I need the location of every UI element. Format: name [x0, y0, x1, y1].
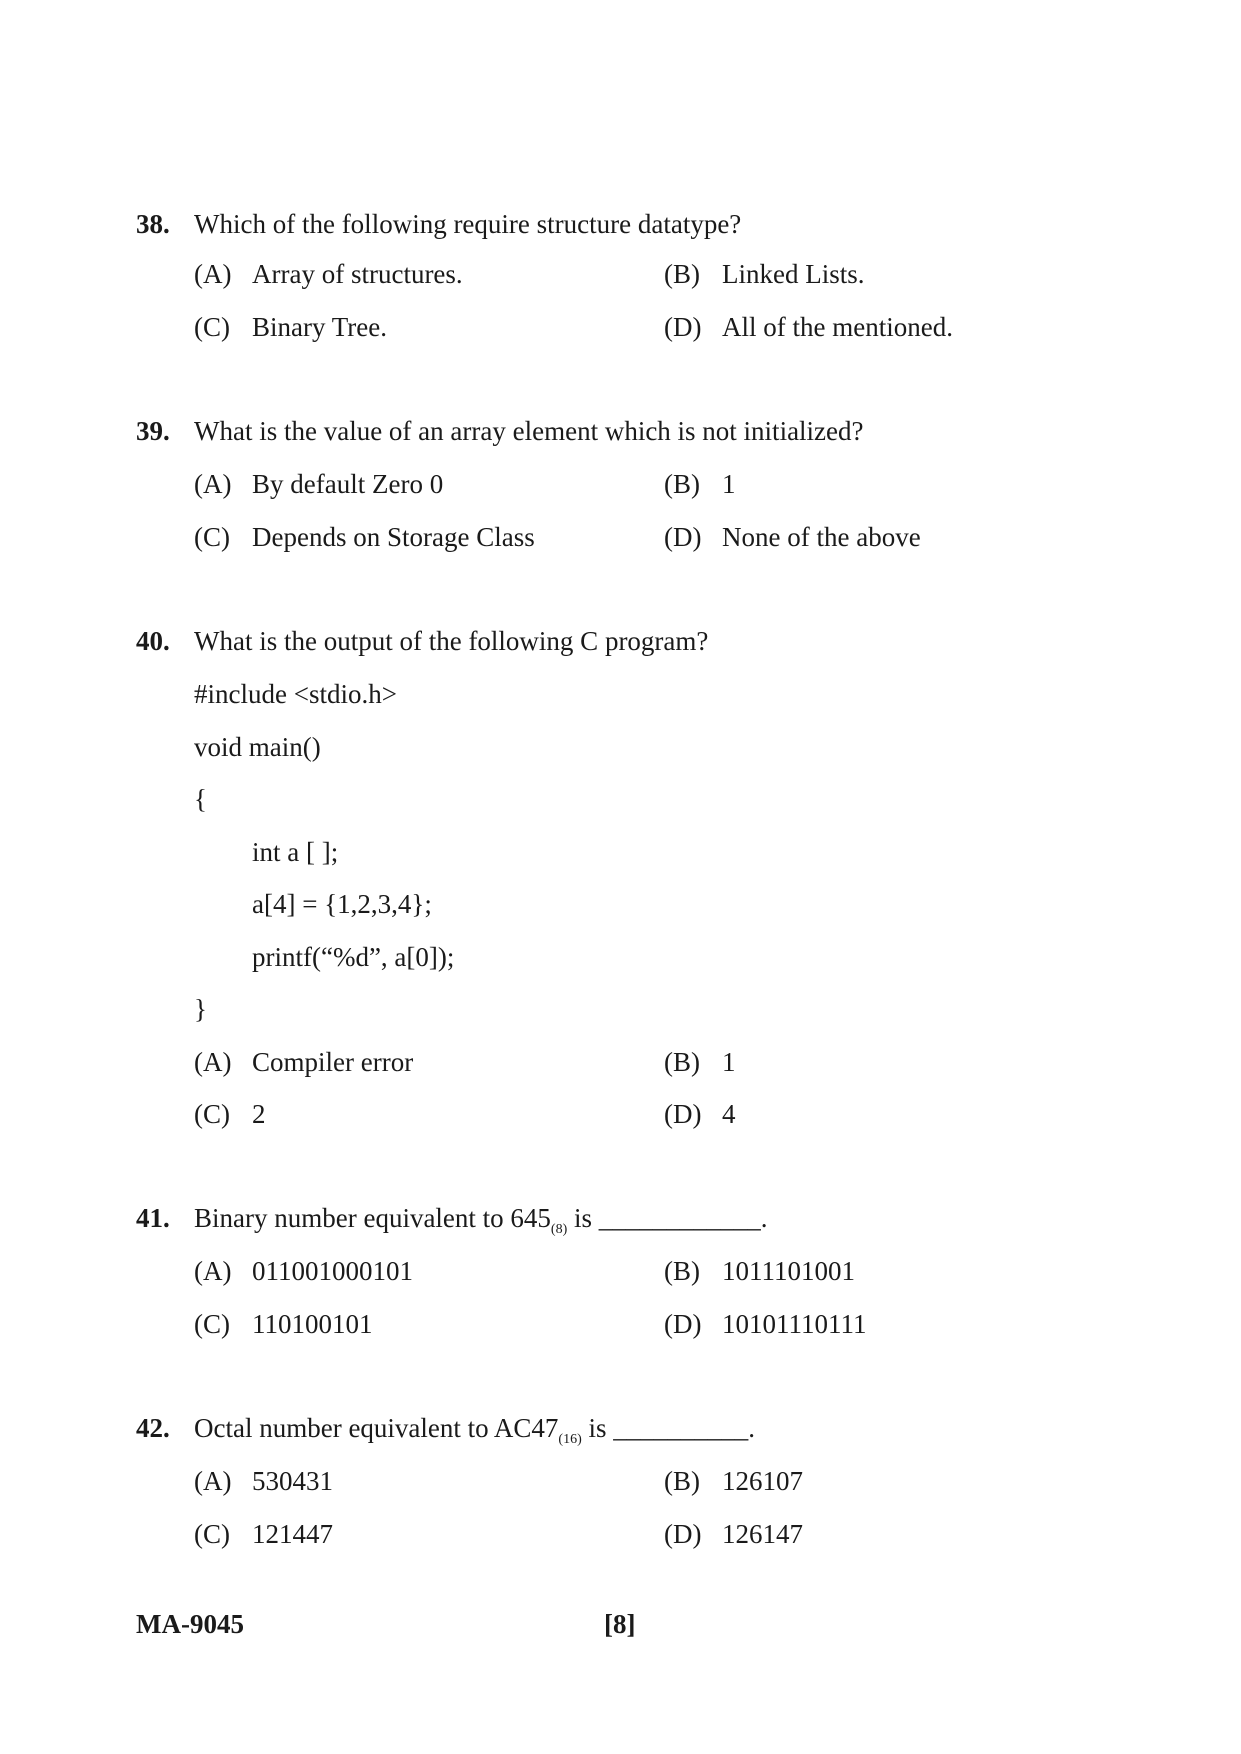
code-line: void main() — [194, 732, 321, 762]
question-text: Octal number equivalent to $AC47_{(16)}$ is __________. — [194, 1413, 756, 1447]
option-38-c[interactable]: (C) Binary Tree. — [194, 312, 387, 342]
question-number: 39. — [136, 416, 170, 446]
option-39-b[interactable]: (B) 1 — [664, 469, 736, 499]
option-40-c[interactable]: (C) 2 — [194, 1099, 266, 1129]
code-line: a[4] = {1,2,3,4}; — [252, 889, 432, 919]
option-38-a[interactable]: (A) Array of structures. — [194, 259, 463, 289]
option-41-d[interactable]: (D) 10101110111 — [664, 1309, 867, 1339]
base-subscript: (16) — [558, 1432, 582, 1447]
option-38-b[interactable]: (B) Linked Lists. — [664, 259, 865, 289]
question-text: What is the output of the following C program? — [194, 626, 709, 656]
question-number: 41. — [136, 1203, 170, 1233]
code-line: int a [ ]; — [252, 837, 339, 867]
option-39-c[interactable]: (C) Depends on Storage Class — [194, 522, 535, 552]
option-42-b[interactable]: (B) 126107 — [664, 1466, 803, 1496]
code-line: } — [194, 994, 207, 1024]
code-line: { — [194, 784, 207, 814]
option-39-a[interactable]: (A) By default Zero 0 — [194, 469, 444, 499]
option-40-a[interactable]: (A) Compiler error — [194, 1047, 414, 1077]
option-39-d[interactable]: (D) None of the above — [664, 522, 921, 552]
option-41-c[interactable]: (C) 110100101 — [194, 1309, 373, 1339]
question-number: 42. — [136, 1413, 170, 1443]
question-text: What is the value of an array element which is not initialized? — [194, 416, 864, 446]
option-42-d[interactable]: (D) 126147 — [664, 1519, 803, 1549]
base-subscript: (8) — [550, 1222, 568, 1237]
option-41-b[interactable]: (B) 1011101001 — [664, 1256, 855, 1286]
option-40-d[interactable]: (D) 4 — [664, 1099, 736, 1129]
question-text: Binary number equivalent to $645_{(8)}$ is ____________. — [194, 1203, 768, 1237]
option-38-d[interactable]: (D) All of the mentioned. — [664, 312, 953, 342]
question-number: 38. — [136, 209, 170, 239]
option-42-a[interactable]: (A) 530431 — [194, 1466, 333, 1496]
code-line: #include <stdio.h> — [194, 679, 397, 709]
question-number: 40. — [136, 626, 170, 656]
paper-code: MA-9045 — [136, 1609, 244, 1639]
option-40-b[interactable]: (B) 1 — [664, 1047, 736, 1077]
option-42-c[interactable]: (C) 121447 — [194, 1519, 333, 1549]
option-41-a[interactable]: (A) 011001000101 — [194, 1256, 413, 1286]
page-number: [8] — [604, 1609, 636, 1639]
question-text: Which of the following require structure datatype? — [194, 209, 742, 239]
code-line: printf(“%d”, a[0]); — [252, 942, 455, 972]
